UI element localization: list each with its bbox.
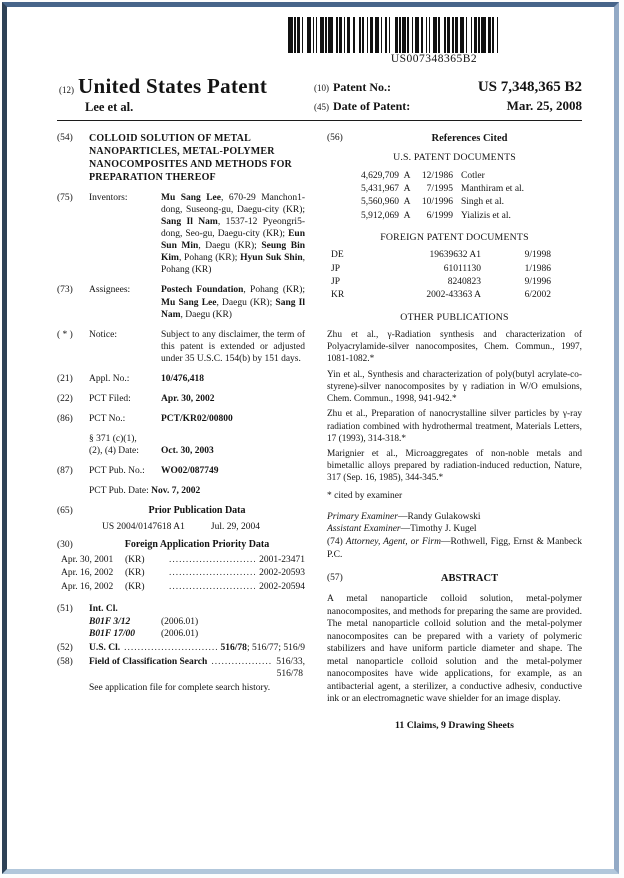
field-number-74: (74) [327,537,343,548]
field-number-12: (12) [59,85,74,95]
pct-filed-value: Apr. 30, 2002 [161,393,215,404]
intcl-row: B01F 3/12 (2006.01) [89,617,199,628]
field-number-21: (21) [57,373,73,384]
field-search-value2: 516/78 [276,669,303,680]
abstract-title: ABSTRACT [440,572,499,584]
pct-pub-date-line [89,485,305,497]
barcode-text: US007348365B2 [390,53,478,65]
field-number-65: (65) [57,506,73,517]
publication-entry: Zhu et al., Preparation of nanocrystalline silver particles by γ-ray radiation combined with hydrothermal treatment, Materials Letters, 17 (1993), 314-318.* [327,409,582,444]
field-number-51: (51) [57,603,73,614]
pct-pub-date-value: Nov. 7, 2002 [151,486,201,497]
field-number-87: (87) [57,466,73,477]
prior-pub-section [57,505,305,518]
field-number-22: (22) [57,393,73,404]
section-371-line2: (2), (4) Date: [89,446,139,457]
assignees-list: Postech Foundation, Pohang (KR); Mu Sang Lee, Daegu (KR); Sang Il Nam, Daegu (KR) [161,285,306,320]
abstract-head-row [327,572,582,585]
search-history-note: See application file for complete search history. [89,683,271,694]
field-number-75: (75) [57,193,73,203]
field-number-30: (30) [57,540,73,550]
em-dash: — [440,537,451,548]
header-title-line [59,74,267,99]
pct-filed-section [57,393,305,405]
spacer [57,616,89,640]
pct-pub-no-value: WO02/087749 [161,466,219,477]
em-dash: — [400,524,411,535]
us-patent-rows [327,170,582,223]
pct-filed-label: PCT Filed: [89,393,131,404]
pct-no-value: PCT/KR02/00800 [161,413,233,424]
section-371-date: Oct. 30, 2003 [161,446,214,457]
patent-no-label: Patent No.: [333,80,391,94]
uscl-line [89,642,305,654]
barcode-block [288,17,580,65]
prior-pub-date: Jul. 29, 2004 [210,521,260,532]
field-search-value: 516/33, [276,657,305,668]
foreign-patent-rows [327,249,582,302]
field-number-86: (86) [57,413,73,424]
search-history-note-row [57,682,305,694]
field-number-73: (73) [57,285,73,296]
patent-no-value: US 7,348,365 B2 [477,79,582,95]
other-publications-title: OTHER PUBLICATIONS [400,311,509,323]
field-number-45: (45) [314,102,329,113]
dot-leader [211,656,272,668]
date-of-patent-label: Date of Patent: [333,99,411,114]
primary-examiner-name: Randy Gulakowski [407,511,481,522]
section-371-line1: § 371 (c)(1), [89,434,137,444]
attorney-line [327,536,582,562]
notice-asterisk: ( * ) [57,329,73,340]
header-divider [57,120,582,121]
field-search-line [89,656,305,668]
assistant-examiner-line [327,523,582,536]
dot-leader [124,642,216,654]
intcl-rows [89,616,305,640]
assignees-section [57,284,305,320]
priority-section [57,539,305,552]
field-number-56: (56) [327,133,343,143]
prior-pub-line [57,521,305,533]
priority-title: Foreign Application Priority Data [124,539,270,550]
publication-entry: Zhu et al., γ-Radiation synthesis and characterization of Polyacrylamide-silver nanocomposites, Chem. Commun., 1997, 1081-1082.* [327,330,582,365]
prior-pub-title: Prior Publication Data [148,505,246,517]
appl-no-label: Appl. No.: [89,373,130,384]
inventor-short-name: Lee et al. [85,100,134,114]
two-column-body [57,132,582,732]
em-dash: — [397,511,408,522]
inventors-label: Inventors: [89,193,128,203]
attorney-label: Attorney, Agent, or Firm [345,537,441,548]
field-search-label: Field of Classification Search [89,657,208,668]
right-column [327,132,582,732]
primary-examiner-label: Primary Examiner [327,511,398,522]
other-publications-list [327,329,582,484]
spacer [57,485,89,497]
spacer [57,433,89,445]
pct-pub-no-label: PCT Pub. No.: [89,466,145,477]
section-371 [57,433,305,457]
claims-note: 11 Claims, 9 Drawing Sheets [395,719,514,731]
foreign-patent-row: DE 19639632 A1 9/1998 [331,250,551,261]
notice-text: Subject to any disclaimer, the term of this patent is extended or adjusted under 35 U.S.C. 154(b) by 151 days. [161,329,305,364]
priority-row: Apr. 30, 2001 (KR) ..... 2001-23471 [61,554,305,568]
patent-number-row [314,77,582,97]
attorney-name: Rothwell, Figg, Ernst & Manbeck P.C. [327,537,582,560]
foreign-patent-row: JP 61011130 1/1986 [331,263,551,274]
field-search-section [57,656,305,680]
patent-date-row [314,97,582,115]
intcl-section [57,603,305,615]
appl-no-value: 10/476,418 [161,373,205,384]
field-number-54: (54) [57,133,73,143]
intcl-row: B01F 17/00 (2006.01) [89,629,199,640]
patent-header [57,74,582,115]
title-section [57,132,305,184]
references-cited-title: References Cited [431,133,508,144]
uscl-value: 516/78; 516/77; 516/9 [220,643,305,654]
us-patent-row: 5,560,960 A 10/1996 Singh et al. [361,197,505,208]
pct-pub-date-section [57,485,305,497]
abstract-text: A metal nanoparticle colloid solution, metal-polymer nanocomposites, and methods for preparing the same are provided. The metal nanoparticle colloid solution and the metal-polymer nanocomposites can be prepared with a variety of polymeric stabilizers and have uniform particle diameter and shape. The metal nanoparticle colloid solution and the metal-polymer nanocomposites have wide applications, for example, as an antibacterial agent, a sterilizer, a conductive adhesiv, conductive ink or an electromagnetic wave shielder for an image display. [327,594,582,705]
priority-row: Apr. 16, 2002 (KR) ..... 2002-20594 [61,581,305,595]
page-title: United States Patent [78,74,268,98]
pct-no-label: PCT No.: [89,413,126,424]
foreign-patent-row: KR 2002-43363 A 6/2002 [331,290,551,301]
pct-pub-no-section [57,465,305,477]
uscl-label: U.S. Cl. [89,643,121,654]
intcl-label: Int. Cl. [89,603,118,614]
us-patent-documents-title: U.S. PATENT DOCUMENTS [393,152,516,164]
prior-pub-number: US 2004/0147618 A1 [102,521,185,532]
appl-no-section [57,373,305,385]
uscl-section [57,642,305,654]
us-patent-row: 4,629,709 A 12/1986 Cotler [361,170,485,181]
priority-rows [57,554,305,595]
us-patent-row: 5,912,069 A 6/1999 Yializis et al. [361,210,511,221]
field-number-58: (58) [57,657,73,668]
assignees-label: Assignees: [89,285,131,296]
patent-page [2,2,619,874]
references-cited-row [327,132,582,145]
notice-section [57,329,305,365]
invention-title: COLLOID SOLUTION OF METAL NANOPARTICLES, METAL-POLYMER NANOCOMPOSITES AND METHODS FOR PREPARATION THEREOF [89,133,292,183]
header-right [314,74,582,115]
publication-entry: Yin et al., Synthesis and characterization of poly(butyl acrylate-co-styrene)-silver nanocomposites by γ radiation in W/O emulsions, Chem. Commun., 1998, 941-942.* [327,369,582,404]
spacer [57,682,89,694]
pct-no-section [57,413,305,425]
publication-entry: Marignier et al., Microaggregates of non-noble metals and bimetallic alloys prepared by radiation-induced reduction, Nature, 317 (Sep. 16, 1985), 344-345.* [327,449,582,484]
cited-by-examiner-note: * cited by examiner [327,491,403,502]
assistant-examiner-label: Assistant Examiner [327,524,401,535]
inventors-section [57,192,305,276]
left-column [57,132,305,732]
page-content [7,7,614,732]
primary-examiner-line [327,511,582,524]
assistant-examiner-name: Timothy J. Kugel [410,524,477,535]
foreign-patent-documents-title: FOREIGN PATENT DOCUMENTS [380,231,529,243]
header-left [57,74,267,115]
date-of-patent-value: Mar. 25, 2008 [506,98,582,114]
notice-label: Notice: [89,329,117,340]
us-patent-row: 5,431,967 A 7/1995 Manthiram et al. [361,184,525,195]
inventors-list: Mu Sang Lee, 670-29 Manchon1-dong, Suseong-gu, Daegu-city (KR); Sang Il Nam, 1537-12 Pyeongri5-dong, Seo-gu, Daegu-city (KR); Eun Sun Min, Daegu (KR); Seung Bin Kim, Pohang (KR); Hyun Suk Shin, Pohang (KR) [161,193,305,276]
foreign-patent-row: JP 8240823 9/1996 [331,276,551,287]
intcl-rows-wrap [57,616,305,640]
field-number-10: (10) [314,83,329,93]
field-number-52: (52) [57,643,73,654]
barcode-icon [288,17,580,53]
examiners-block [327,511,582,562]
pct-pub-date-label: PCT Pub. Date: [89,486,149,497]
priority-row: Apr. 16, 2002 (KR) ..... 2002-20593 [61,567,305,581]
field-number-57: (57) [327,572,343,583]
